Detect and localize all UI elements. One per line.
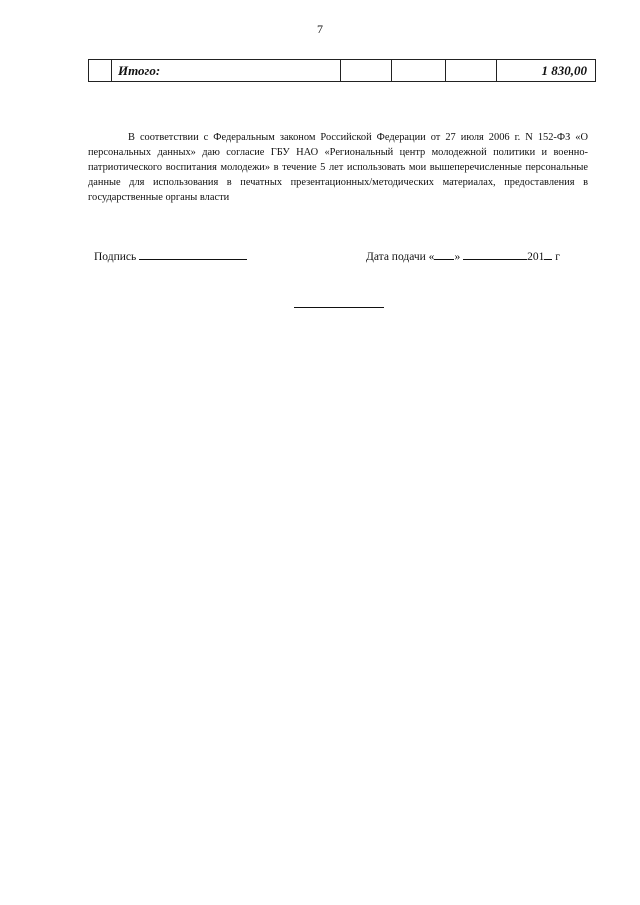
- table-cell-empty: [89, 60, 112, 82]
- year-suffix: г: [555, 251, 560, 263]
- date-quote-close: »: [454, 251, 461, 263]
- total-label: Итого:: [118, 62, 161, 78]
- signature-label: Подпись: [94, 251, 137, 263]
- page-number: 7: [317, 22, 323, 36]
- year-line: [544, 248, 552, 260]
- date-label: Дата подачи «: [366, 251, 435, 263]
- total-table: [88, 59, 596, 82]
- table-cell-empty: [446, 60, 497, 82]
- consent-paragraph: [88, 130, 588, 205]
- table-cell-label: [112, 60, 341, 82]
- month-line: [463, 248, 527, 260]
- year-prefix: 201: [527, 251, 545, 263]
- total-value: 1 830,00: [541, 62, 587, 78]
- table-cell-empty: [392, 60, 446, 82]
- table-cell-empty: [341, 60, 392, 82]
- date-block: [366, 248, 560, 263]
- signature-block: [94, 248, 247, 263]
- day-line: [434, 248, 454, 260]
- end-divider: [294, 307, 384, 308]
- signature-line: [139, 248, 247, 260]
- consent-text: В соответствии с Федеральным законом Российской Федерации от 27 июля 2006 г. N 152-ФЗ «О персональных данных» даю согласие ГБУ НАО «Региональный центр молодежной политики и военно-патриотического воспитания молодежи» в течение 5 лет использовать мои вышеперечисленные персональные данные для использования в печатных презентационных/методических материалах, предоставления в государственные органы власти: [88, 132, 588, 203]
- table-cell-value: [497, 60, 596, 82]
- table-row: [89, 60, 596, 82]
